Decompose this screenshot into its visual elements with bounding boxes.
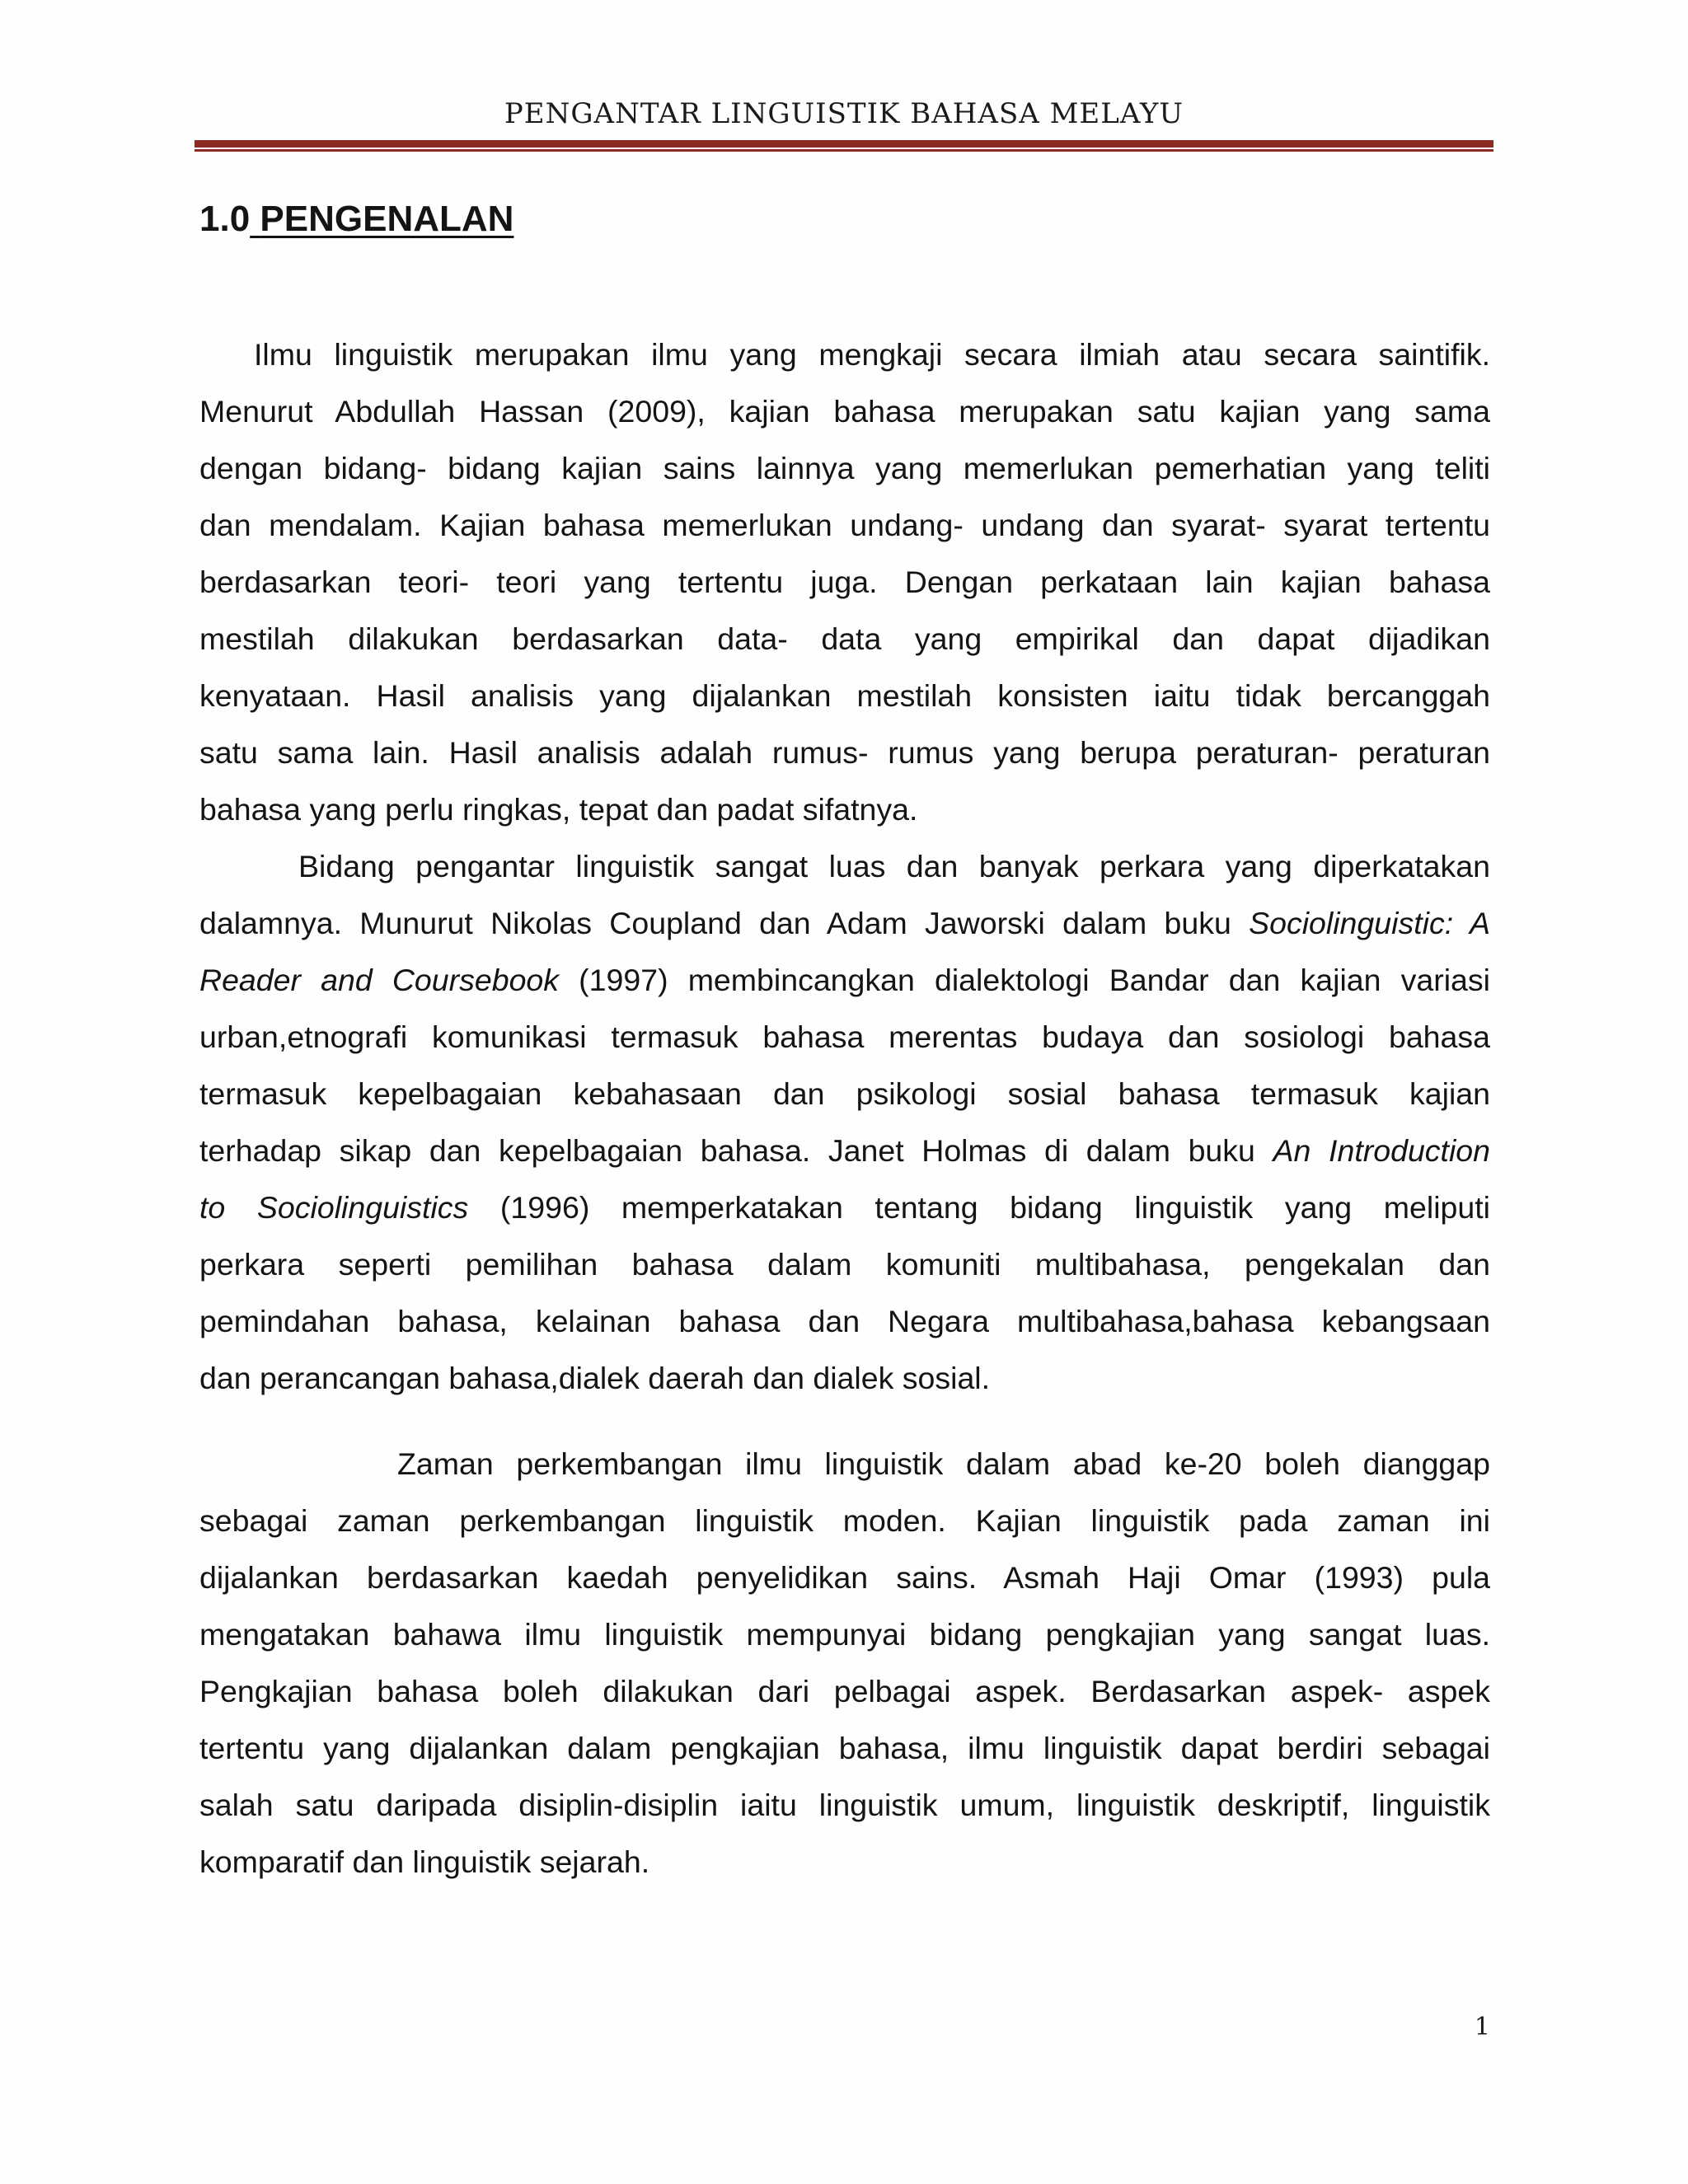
header-rule-thick (195, 140, 1493, 148)
paragraph-line: kenyataan. Hasil analisis yang dijalankan mestilah konsisten iaitu tidak bercanggah (199, 678, 1490, 713)
paragraph-line: salah satu daripada disiplin-disiplin iaitu linguistik umum, linguistik deskriptif, linguistik (199, 1788, 1490, 1822)
paragraph-line: mestilah dilakukan berdasarkan data- data yang empirikal dan dapat dijadikan (199, 621, 1490, 656)
paragraph-line: bahasa yang perlu ringkas, tepat dan padat sifatnya. (199, 792, 918, 827)
paragraph-line (199, 1122, 1490, 1179)
paragraph-line: dijalankan berdasarkan kaedah penyelidikan sains. Asmah Haji Omar (1993) pula (199, 1560, 1490, 1595)
line-text: (1996) memperkatakan tentang bidang linguistik yang meliputi (468, 1190, 1491, 1225)
section-title-text: PENGENALAN (260, 199, 514, 239)
running-header: PENGANTAR LINGUISTIK BAHASA MELAYU (504, 97, 1184, 130)
section-number: 1.0 (199, 199, 251, 239)
paragraph-line: dan mendalam. Kajian bahasa memerlukan undang- undang dan syarat- syarat tertentu (199, 508, 1490, 542)
line-text: terhadap sikap dan kepelbagaian bahasa. Janet Holmas di dalam buku (199, 1133, 1273, 1168)
page-number: 1 (1474, 2013, 1490, 2041)
paragraph-1-body (199, 326, 1490, 838)
line-text: dalamnya. Munurut Nikolas Coupland dan Adam Jaworski dalam buku (199, 906, 1250, 940)
paragraph-line: termasuk kepelbagaian kebahasaan dan psikologi sosial bahasa termasuk kajian (199, 1076, 1490, 1111)
paragraph-line: sebagai zaman perkembangan linguistik moden. Kajian linguistik pada zaman ini (199, 1503, 1490, 1538)
section-title (250, 199, 513, 239)
paragraph-3 (199, 1436, 1490, 1891)
book-title-italic: to Sociolinguistics (199, 1190, 469, 1225)
paragraph-line: Pengkajian bahasa boleh dilakukan dari pelbagai aspek. Berdasarkan aspek- aspek (199, 1674, 1490, 1708)
paragraph-2-body (199, 838, 1490, 1407)
paragraph-line: dengan bidang- bidang kajian sains lainnya yang memerlukan pemerhatian yang teliti (199, 451, 1490, 485)
section-heading (199, 198, 513, 241)
paragraph-line: perkara seperti pemilihan bahasa dalam komuniti multibahasa, pengekalan dan (199, 1247, 1490, 1282)
header-rule (195, 140, 1493, 152)
book-title-italic: Reader and Coursebook (199, 963, 560, 997)
header-rule-thin (195, 149, 1493, 152)
paragraph-2 (199, 838, 1490, 1407)
paragraph-line (199, 952, 1490, 1009)
paragraph-line: berdasarkan teori- teori yang tertentu juga. Dengan perkataan lain kajian bahasa (199, 565, 1490, 599)
paragraph-line: Ilmu linguistik merupakan ilmu yang mengkaji secara ilmiah atau secara saintifik. (254, 337, 1490, 372)
paragraph-line: dan perancangan bahasa,dialek daerah dan dialek sosial. (199, 1361, 991, 1395)
book-title-italic: An Introduction (1273, 1133, 1491, 1168)
paragraph-line: mengatakan bahawa ilmu linguistik mempunyai bidang pengkajian yang sangat luas. (199, 1617, 1490, 1652)
paragraph-line: satu sama lain. Hasil analisis adalah rumus- rumus yang berupa peraturan- peraturan (199, 735, 1490, 770)
paragraph-line: komparatif dan linguistik sejarah. (199, 1844, 650, 1879)
paragraph-1 (199, 326, 1490, 838)
paragraph-line: Menurut Abdullah Hassan (2009), kajian bahasa merupakan satu kajian yang sama (199, 394, 1490, 429)
paragraph-3-body (199, 1436, 1490, 1891)
book-title-italic: Sociolinguistic: A (1249, 906, 1490, 940)
paragraph-line: Bidang pengantar linguistik sangat luas dan banyak perkara yang diperkatakan (298, 849, 1490, 883)
paragraph-line: Zaman perkembangan ilmu linguistik dalam abad ke-20 boleh dianggap (397, 1446, 1490, 1481)
paragraph-line: urban,etnografi komunikasi termasuk bahasa merentas budaya dan sosiologi bahasa (199, 1019, 1490, 1054)
paragraph-line (199, 895, 1490, 952)
paragraph-line (199, 1179, 1490, 1236)
line-text: (1997) membincangkan dialektologi Bandar dan kajian variasi (559, 963, 1490, 997)
paragraph-line: pemindahan bahasa, kelainan bahasa dan Negara multibahasa,bahasa kebangsaan (199, 1304, 1490, 1338)
paragraph-line: tertentu yang dijalankan dalam pengkajian bahasa, ilmu linguistik dapat berdiri sebagai (199, 1731, 1490, 1765)
